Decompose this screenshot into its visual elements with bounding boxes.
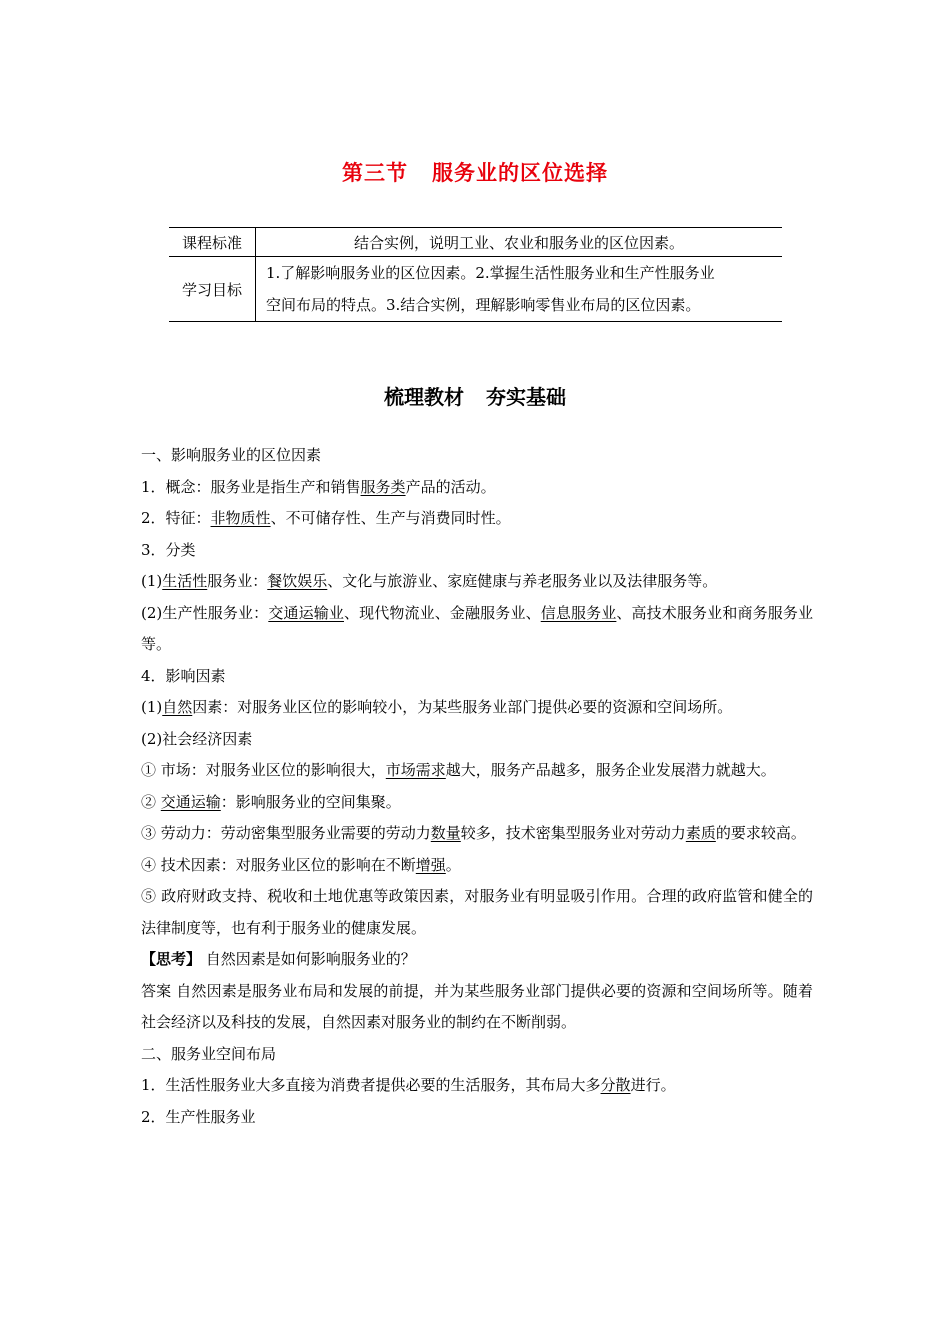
learning-goal-value <box>256 257 783 322</box>
blank-answer: 自然 <box>162 698 193 716</box>
labor-paragraph: ③ 劳动力：劳动密集型服务业需要的劳动力数量较多，技术密集型服务业对劳动力素质的要求较高。 <box>141 824 806 842</box>
blank-answer: 餐饮娱乐 <box>267 572 328 590</box>
answer-paragraph: 答案 自然因素是服务业布局和发展的前提，并为某些服务业部门提供必要的资源和空间场所等。随着社会经济以及科技的发展，自然因素对服务业的制约在不断削弱。 <box>141 981 813 1031</box>
classification-heading: 3．分类 <box>141 540 196 559</box>
blank-answer: 信息服务业 <box>540 603 617 622</box>
transport-paragraph: ② 交通运输：影响服务业的空间集聚。 <box>141 792 401 811</box>
section-heading-part1: 梳理教材 <box>384 385 464 409</box>
blank-answer: 增强 <box>415 855 446 874</box>
producer-service-paragraph: (2)生产性服务业：交通运输业、现代物流业、金融服务业、信息服务业、高技术服务业和商务服务业等。 <box>141 603 813 653</box>
technology-paragraph: ④ 技术因素：对服务业区位的影响在不断增强。 <box>141 855 461 874</box>
concept-paragraph: 1．概念：服务业是指生产和销售服务类产品的活动。 <box>141 477 496 496</box>
curriculum-table <box>169 227 782 322</box>
think-question: 【思考】 自然因素是如何影响服务业的？ <box>141 950 416 968</box>
learning-goal-row <box>169 257 782 322</box>
blank-answer: 交通运输业 <box>268 603 344 622</box>
blank-answer: 交通运输 <box>160 792 221 811</box>
lesson-title-number: 第三节 <box>342 161 408 185</box>
blank-answer: 分散 <box>600 1076 631 1094</box>
policy-paragraph: ⑤ 政府财政支持、税收和土地优惠等政策因素，对服务业有明显吸引作用。合理的政府监管和健全的法律制度等，也有利于服务业的健康发展。 <box>141 887 813 937</box>
learning-goal-label: 学习目标 <box>169 257 256 322</box>
blank-answer: 素质 <box>685 824 716 842</box>
curriculum-standard-value: 结合实例，说明工业、农业和服务业的区位因素。 <box>256 228 783 257</box>
socioeconomic-factor-heading: (2)社会经济因素 <box>141 729 253 748</box>
section-heading <box>0 381 950 410</box>
heading-spatial-layout: 二、服务业空间布局 <box>141 1044 277 1063</box>
learning-goal-line-2: 空间布局的特点。3.结合实例，理解影响零售业布局的区位因素。 <box>266 296 701 314</box>
content-body <box>141 440 813 1133</box>
blank-answer: 数量 <box>430 824 461 842</box>
lesson-title-text: 服务业的区位选择 <box>432 161 608 185</box>
heading-location-factors: 一、影响服务业的区位因素 <box>141 446 322 464</box>
producer-layout-heading: 2．生产性服务业 <box>141 1107 256 1126</box>
factors-heading: 4．影响因素 <box>141 666 226 685</box>
feature-paragraph: 2．特征：非物质性、不可储存性、生产与消费同时性。 <box>141 509 511 527</box>
natural-factor-paragraph: (1)自然因素：对服务业区位的影响较小，为某些服务业部门提供必要的资源和空间场所。 <box>141 698 733 716</box>
blank-answer: 服务类 <box>360 477 406 496</box>
lesson-title <box>0 157 950 187</box>
blank-answer: 生活性 <box>162 572 208 590</box>
market-paragraph: ① 市场：对服务业区位的影响很大，市场需求越大，服务产品越多，服务企业发展潜力就越大。 <box>141 761 776 779</box>
section-heading-part2: 夯实基础 <box>486 385 566 409</box>
curriculum-standard-label: 课程标准 <box>169 228 256 257</box>
answer-label: 答案 <box>141 981 172 1000</box>
consumer-service-paragraph: (1)生活性服务业：餐饮娱乐、文化与旅游业、家庭健康与养老服务业以及法律服务等。 <box>141 572 718 590</box>
think-label: 【思考】 <box>141 950 202 968</box>
consumer-layout-paragraph: 1．生活性服务业大多直接为消费者提供必要的生活服务，其布局大多分散进行。 <box>141 1076 676 1094</box>
learning-goal-line-1: 1.了解影响服务业的区位因素。2.掌握生活性服务业和生产性服务业 <box>266 264 715 282</box>
blank-answer: 非物质性 <box>210 509 271 527</box>
curriculum-standard-row <box>169 228 782 257</box>
blank-answer: 市场需求 <box>385 761 446 779</box>
